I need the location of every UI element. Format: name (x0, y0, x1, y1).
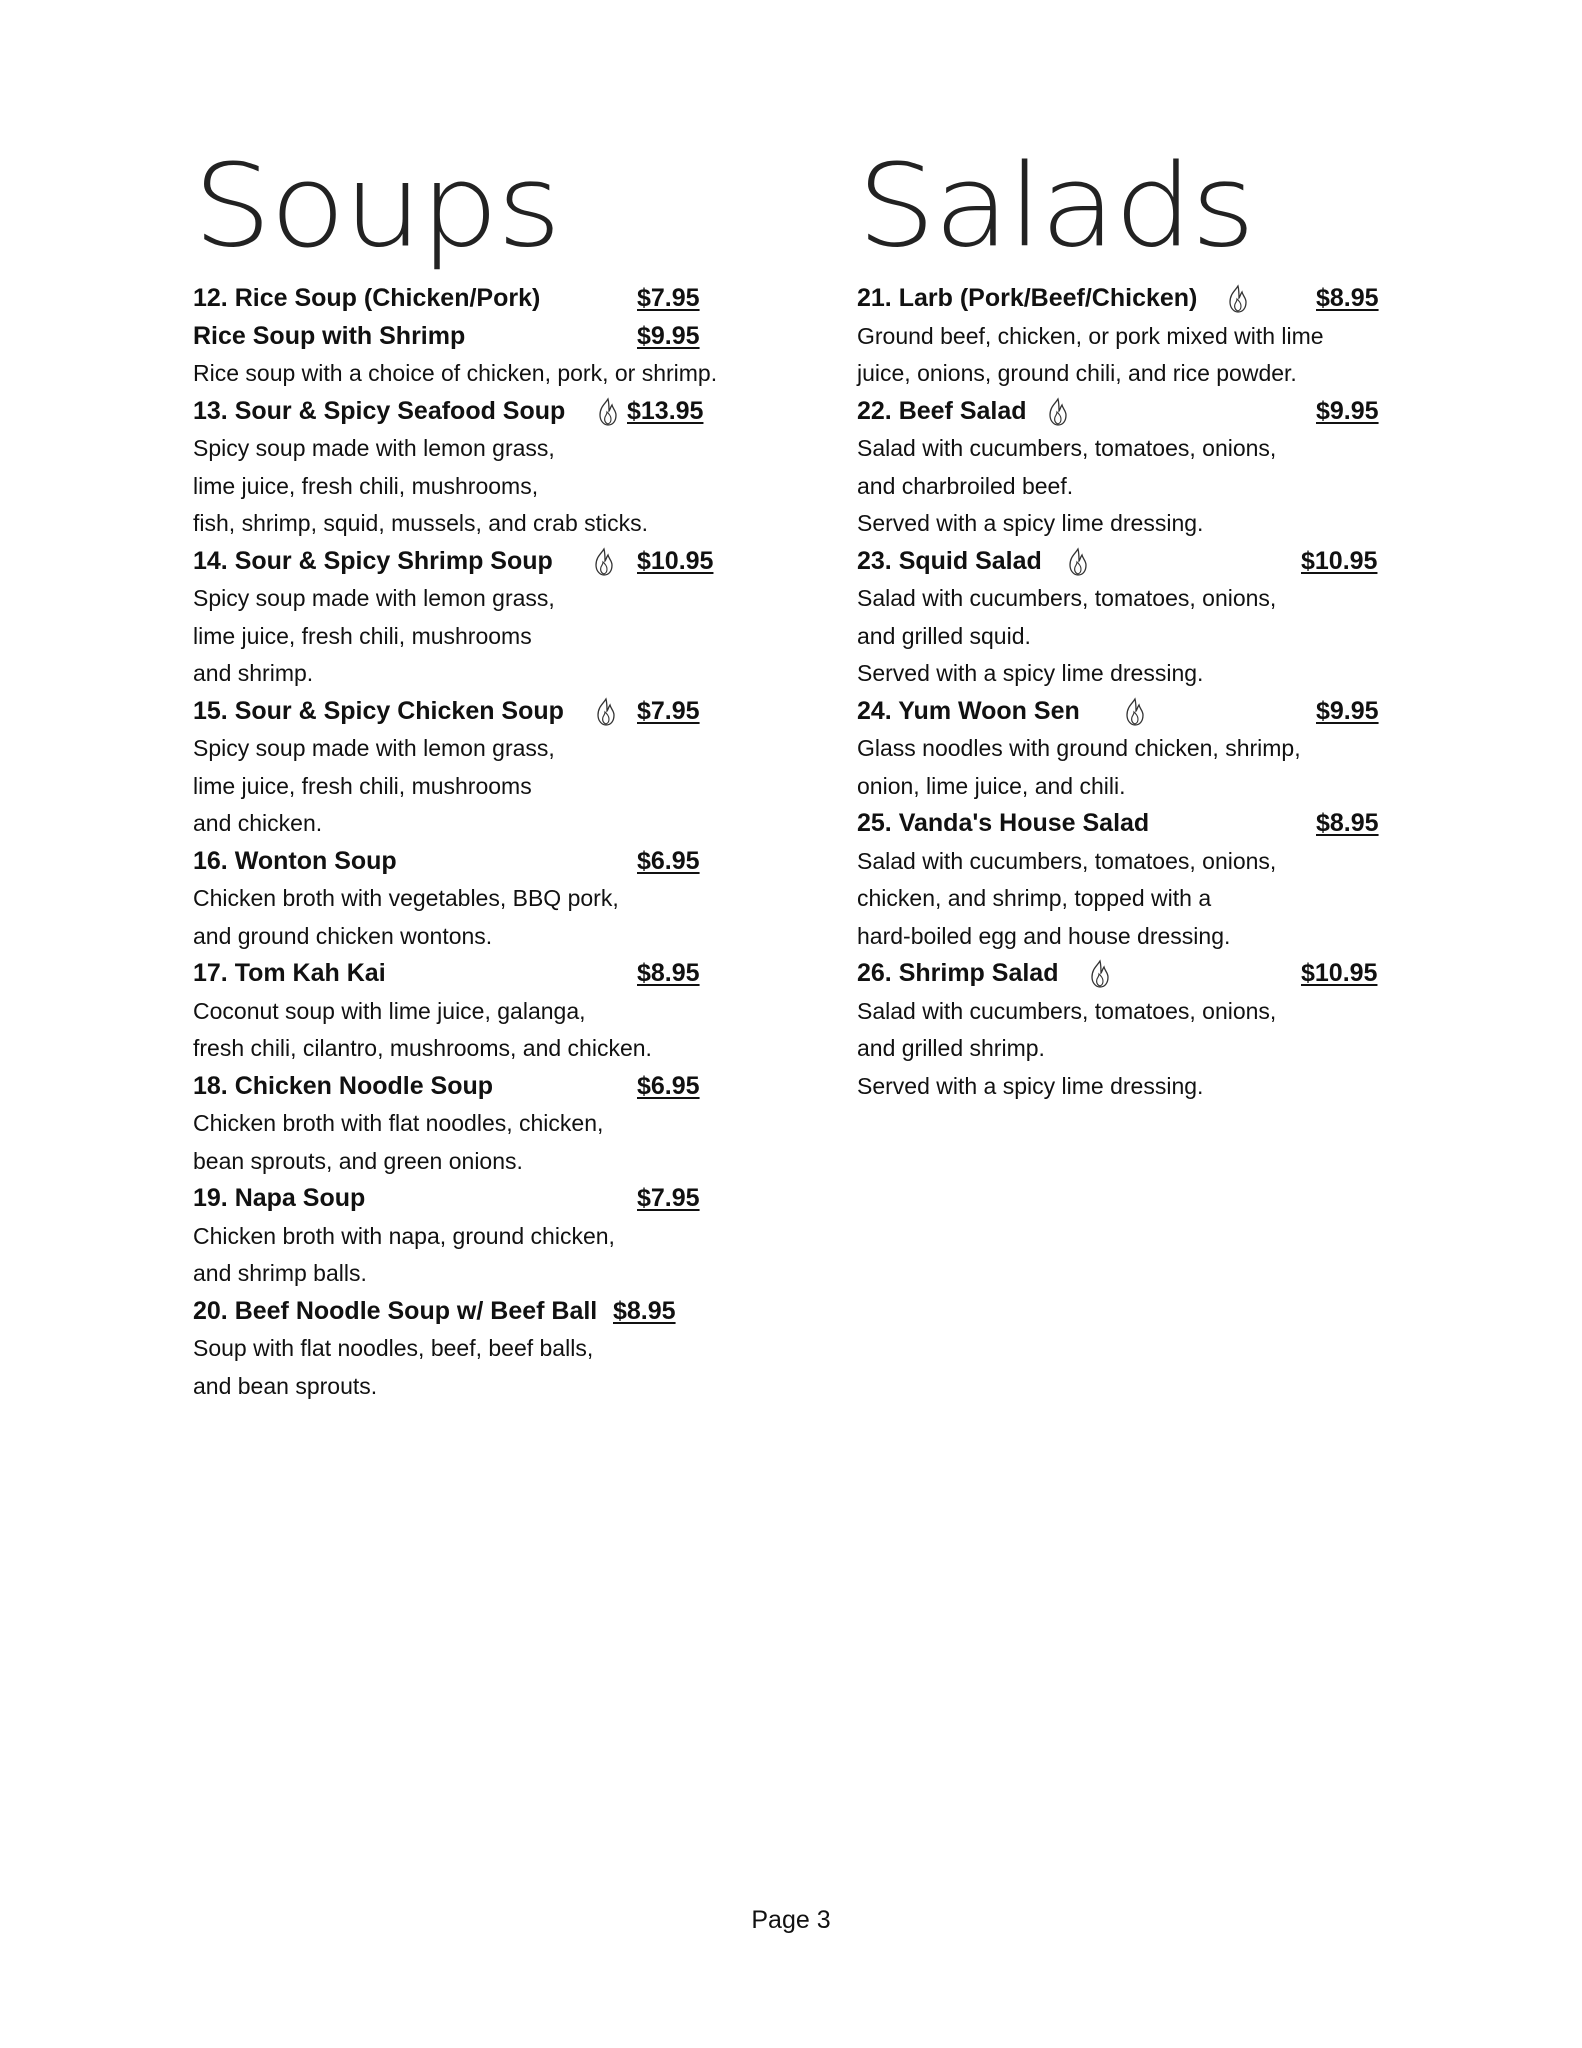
menu-item-name: 21. Larb (Pork/Beef/Chicken) (857, 284, 1198, 312)
menu-item-description: Spicy soup made with lemon grass, (193, 585, 555, 611)
soups-title: Soups (193, 140, 560, 274)
menu-item-price: $7.95 (637, 696, 700, 725)
menu-item-name: Rice Soup with Shrimp (193, 321, 466, 350)
soups-list (193, 280, 753, 1405)
menu-item-description: and shrimp balls. (193, 1260, 367, 1286)
menu-item-description: Chicken broth with vegetables, BBQ pork, (193, 885, 619, 911)
menu-item-name: 16. Wonton Soup (193, 846, 397, 875)
menu-item-header (857, 543, 1397, 581)
menu-item-description: and bean sprouts. (193, 1372, 378, 1399)
menu-item-price: $8.95 (1316, 809, 1379, 837)
salads-section (857, 140, 1397, 1105)
menu-item-description: Spicy soup made with lemon grass, (193, 435, 555, 461)
page-number: Page 3 (751, 1906, 831, 1934)
menu-item-description: lime juice, fresh chili, mushrooms (193, 622, 532, 649)
menu-item-name: 24. Yum Woon Sen (857, 696, 1080, 725)
menu-item-header (193, 955, 753, 993)
menu-item-description: Salad with cucumbers, tomatoes, onions, (857, 585, 1277, 611)
menu-item-description: Salad with cucumbers, tomatoes, onions, (857, 435, 1277, 461)
chili-flame-icon (1089, 959, 1111, 989)
menu-item-description: and charbroiled beef. (857, 472, 1074, 499)
menu-item-description: bean sprouts, and green onions. (193, 1147, 523, 1174)
menu-item-name: 18. Chicken Noodle Soup (193, 1071, 494, 1100)
menu-item-price: $7.95 (637, 1184, 700, 1212)
menu-item-price: $8.95 (637, 959, 700, 987)
menu-item-description: and grilled squid. (857, 622, 1031, 649)
menu-item-header (193, 318, 753, 356)
chili-flame-icon (593, 547, 615, 577)
menu-item-name: 25. Vanda's House Salad (857, 809, 1150, 837)
menu-item-description: and grilled shrimp. (857, 1035, 1045, 1061)
menu-item-description: Ground beef, chicken, or pork mixed with lime (857, 322, 1324, 349)
menu-item-description: Chicken broth with flat noodles, chicken, (193, 1110, 604, 1136)
menu-item-price: $6.95 (637, 1071, 700, 1100)
menu-item-description: lime juice, fresh chili, mushrooms, (193, 472, 539, 499)
menu-item-name: 26. Shrimp Salad (857, 959, 1059, 987)
menu-item-price: $10.95 (637, 546, 714, 575)
menu-item-name: 13. Sour & Spicy Seafood Soup (193, 396, 566, 425)
menu-item-description: Salad with cucumbers, tomatoes, onions, (857, 847, 1277, 874)
menu-item-header (193, 1068, 753, 1106)
menu-item-price: $8.95 (1316, 284, 1379, 312)
menu-item-price: $9.95 (1316, 396, 1379, 425)
menu-item-description: Served with a spicy lime dressing. (857, 510, 1204, 536)
menu-item-name: 17. Tom Kah Kai (193, 959, 386, 987)
menu-item-description: and shrimp. (193, 660, 314, 686)
salads-title: Salads (857, 140, 1254, 274)
chili-flame-icon (1067, 547, 1089, 577)
menu-item-header (193, 1180, 753, 1218)
menu-item-price: $9.95 (1316, 696, 1379, 725)
menu-item-description: Served with a spicy lime dressing. (857, 1072, 1204, 1099)
menu-item-description: Rice soup with a choice of chicken, pork, or shrimp. (193, 360, 718, 386)
menu-item-description: Soup with flat noodles, beef, beef balls, (193, 1335, 594, 1361)
menu-item-description: juice, onions, ground chili, and rice powder. (857, 360, 1297, 386)
menu-item-header (857, 693, 1397, 731)
menu-item-header (193, 543, 753, 581)
menu-item-description: and ground chicken wontons. (193, 922, 493, 949)
menu-item-header (193, 393, 753, 431)
menu-item-name: 15. Sour & Spicy Chicken Soup (193, 696, 564, 725)
menu-item-description: onion, lime juice, and chili. (857, 772, 1126, 799)
chili-flame-icon (1047, 397, 1069, 427)
menu-item-header (857, 955, 1397, 993)
menu-item-description: fresh chili, cilantro, mushrooms, and chicken. (193, 1035, 652, 1061)
menu-item-description: Coconut soup with lime juice, galanga, (193, 997, 586, 1024)
menu-item-description: and chicken. (193, 810, 323, 836)
menu-item-header (193, 280, 753, 318)
menu-item-header (193, 693, 753, 731)
chili-flame-icon (1124, 697, 1146, 727)
chili-flame-icon (597, 397, 619, 427)
menu-item-description: chicken, and shrimp, topped with a (857, 885, 1212, 911)
menu-item-name: 20. Beef Noodle Soup w/ Beef Ball (193, 1296, 598, 1325)
menu-item-name: 12. Rice Soup (Chicken/Pork) (193, 284, 541, 312)
menu-item-description: Spicy soup made with lemon grass, (193, 735, 555, 761)
menu-item-description: Salad with cucumbers, tomatoes, onions, (857, 997, 1277, 1024)
salads-list (857, 280, 1397, 1105)
menu-item-description: Glass noodles with ground chicken, shrimp, (857, 735, 1301, 761)
menu-item-description: Served with a spicy lime dressing. (857, 660, 1204, 686)
menu-item-description: fish, shrimp, squid, mussels, and crab sticks. (193, 510, 649, 536)
chili-flame-icon (1227, 284, 1249, 314)
menu-item-header (193, 843, 753, 881)
menu-item-price: $7.95 (637, 284, 700, 312)
menu-item-header (857, 393, 1397, 431)
menu-item-header (857, 280, 1397, 318)
menu-item-name: 19. Napa Soup (193, 1184, 366, 1212)
menu-item-price: $9.95 (637, 321, 700, 350)
menu-item-name: 14. Sour & Spicy Shrimp Soup (193, 546, 553, 575)
menu-item-header (193, 1293, 753, 1331)
menu-item-header (857, 805, 1397, 843)
menu-item-name: 23. Squid Salad (857, 546, 1042, 575)
menu-item-price: $10.95 (1301, 546, 1378, 575)
menu-item-price: $8.95 (613, 1296, 676, 1325)
menu-item-name: 22. Beef Salad (857, 396, 1027, 425)
chili-flame-icon (595, 697, 617, 727)
menu-item-description: lime juice, fresh chili, mushrooms (193, 772, 532, 799)
menu-item-description: Chicken broth with napa, ground chicken, (193, 1222, 615, 1249)
menu-item-price: $13.95 (627, 396, 704, 425)
menu-item-price: $10.95 (1301, 959, 1378, 987)
menu-item-description: hard-boiled egg and house dressing. (857, 922, 1231, 949)
menu-item-price: $6.95 (637, 846, 700, 875)
soups-section (193, 140, 753, 1405)
